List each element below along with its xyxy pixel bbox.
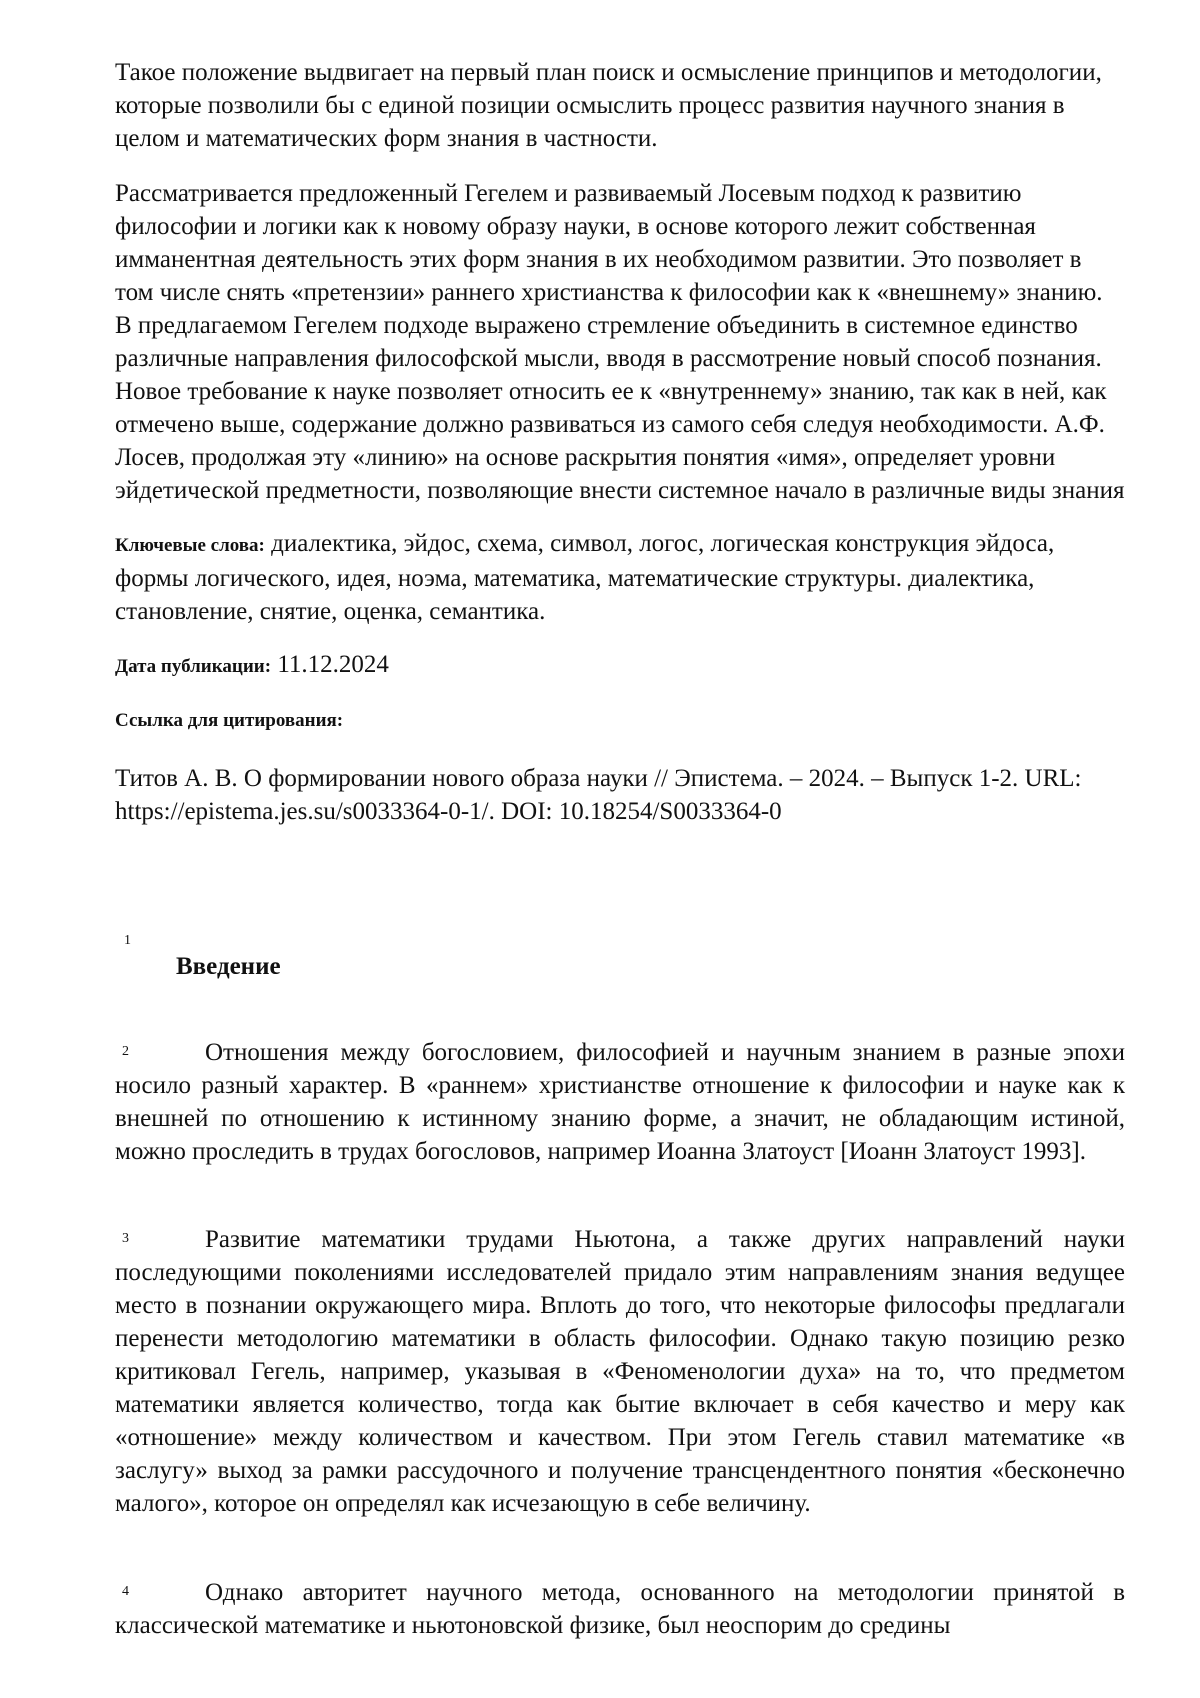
keywords-value: диалектика, эйдос, схема, символ, логос, логическая конструкция эйдоса, формы логического, идея, ноэма, математика, математические структуры. диалектика, становление, снятие, оценка, семантика. xyxy=(115,530,1055,625)
publication-date-value: 11.12.2024 xyxy=(271,651,389,678)
abstract-paragraph-1: Такое положение выдвигает на первый план поиск и осмысление принципов и методологии, которые позволили бы с единой позиции осмыслить процесс развития научного знания в целом и математических форм знания в частности. xyxy=(115,59,1102,152)
paragraph-number: 2 xyxy=(122,1044,129,1059)
body-paragraph: Развитие математики трудами Ньютона, а также других направлений науки последующими поколениями исследователей придало этим направлениям знания ведущее место в познании окружающего мира. Вплоть до того, что некоторые философы предлагали перенести методологию математики в область философии. Однако такую позицию резко критиковал Гегель, например, указывая в «Феноменологии духа» на то, что предметом математики является количество, тогда как бытие включает в себя качество и меру как «отношение» между количеством и качеством. При этом Гегель ставил математике «в заслугу» выход за рамки рассудочного и получение трансцендентного понятия «бесконечно малого», которое он определял как исчезающую в себе величину. xyxy=(115,1226,1125,1517)
citation-label: Ссылка для цитирования: xyxy=(115,710,344,731)
body-paragraph: Однако авторитет научного метода, основанного на методологии принятой в классической математике и ньютоновской физике, был неоспорим до средины xyxy=(115,1579,1125,1639)
section-heading: Введение xyxy=(176,953,281,980)
article-front-matter xyxy=(115,56,1125,828)
section-number: 1 xyxy=(124,933,131,948)
abstract-paragraph-2: Рассматривается предложенный Гегелем и развиваемый Лосевым подход к развитию философии и логики как к новому образу науки, в основе которого лежит собственная имманентная деятельность этих форм знания в их необходимом развитии. Это позволяет в том числе снять «претензии» раннего христианства к философии как к «внешнему» знанию. В предлагаемом Гегелем подходе выражено стремление объединить в системное единство различные направления философской мысли, вводя в рассмотрение новый способ познания. Новое требование к науке позволяет относить ее к «внутреннему» знанию, так как в ней, как отмечено выше, содержание должно развиваться из самого себя следуя необходимости. А.Ф. Лосев, продолжая эту «линию» на основе раскрытия понятия «имя», определяет уровни эйдетической предметности, позволяющие внести системное начало в различные виды знания xyxy=(115,180,1125,504)
keywords-label: Ключевые слова: xyxy=(115,535,265,556)
abstract xyxy=(115,56,1125,507)
publication-date-label: Дата публикации: xyxy=(115,656,272,677)
paragraph-number: 4 xyxy=(122,1584,129,1599)
publication-date xyxy=(115,648,1125,684)
citation-text: Титов А. В. О формировании нового образа науки // Эпистема. – 2024. – Выпуск 1-2. URL: https://epistema.jes.su/s0033364-0-1/. DOI: 10.18254/S0033364-0 xyxy=(115,765,1082,825)
keywords xyxy=(115,527,1125,628)
paragraph-number: 3 xyxy=(122,1231,129,1246)
body-paragraph: Отношения между богословием, философией и научным знанием в разные эпохи носило разный характер. В «раннем» христианстве отношение к философии и науке как к внешней по отношению к истинному знанию форме, а значит, не обладающим истиной, можно проследить в трудах богословов, например Иоанна Златоуст [Иоанн Златоуст 1993]. xyxy=(115,1039,1125,1165)
